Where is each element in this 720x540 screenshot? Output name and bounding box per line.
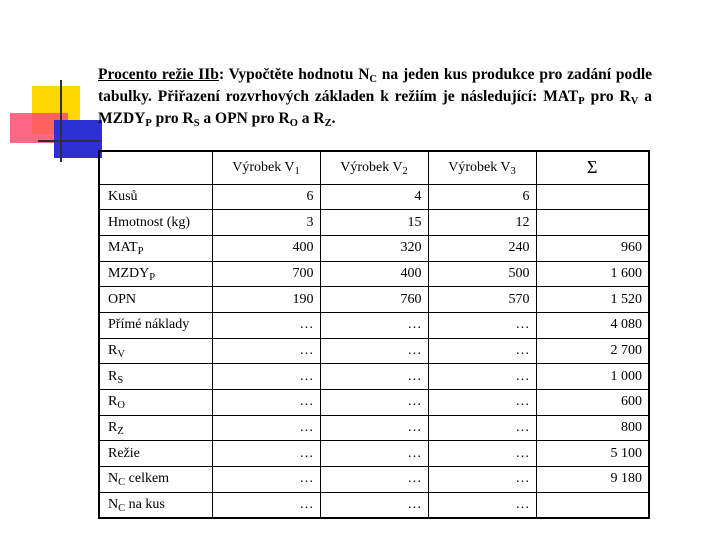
header-sub: 3 <box>510 165 516 177</box>
value-sum: 5 100 <box>536 441 649 467</box>
value-product-1: 3 <box>212 210 320 236</box>
value-product-3: 500 <box>428 261 536 287</box>
text-part: pro R <box>584 88 631 105</box>
value-product-1: 400 <box>212 235 320 261</box>
header-sum <box>536 151 649 184</box>
value-product-2: 760 <box>320 287 428 313</box>
row-label <box>99 210 212 236</box>
value-sum <box>536 184 649 210</box>
value-sum: 800 <box>536 415 649 441</box>
table-row <box>99 287 649 313</box>
row-label-text: R <box>108 394 118 410</box>
row-label <box>99 235 212 261</box>
header-product-3 <box>428 151 536 184</box>
assignment-text <box>98 64 652 130</box>
decor-vertical-line <box>60 80 62 162</box>
value-product-3: 240 <box>428 235 536 261</box>
table-row <box>99 210 649 236</box>
row-label <box>99 184 212 210</box>
text-part: . <box>331 110 336 127</box>
value-product-2: … <box>320 441 428 467</box>
row-label <box>99 441 212 467</box>
row-label-sub: P <box>137 246 144 258</box>
table-row <box>99 261 649 287</box>
value-product-1: … <box>212 312 320 338</box>
table-row <box>99 184 649 210</box>
header-product-1 <box>212 151 320 184</box>
table-row <box>99 364 649 390</box>
text-part: na jeden kus produkce pro zadání podle tabulky. Přiřazení rozvrhových základen k režiím je následující: MAT <box>98 66 653 105</box>
value-sum <box>536 492 649 518</box>
value-product-2: … <box>320 312 428 338</box>
row-label-text: Režie <box>108 445 140 461</box>
value-product-2: 15 <box>320 210 428 236</box>
header-product-2 <box>320 151 428 184</box>
value-product-2: 4 <box>320 184 428 210</box>
row-label-text: Hmotnost (kg) <box>108 214 191 230</box>
value-product-2: 320 <box>320 235 428 261</box>
row-label-text: R <box>108 368 118 384</box>
table-row <box>99 415 649 441</box>
row-label <box>99 390 212 416</box>
value-product-3: … <box>428 441 536 467</box>
table-header-row <box>99 151 649 184</box>
row-label-sub: P <box>149 271 156 283</box>
value-product-2: … <box>320 415 428 441</box>
header-sub: 2 <box>402 165 408 177</box>
value-product-2: … <box>320 467 428 493</box>
row-label-text: MAT <box>108 240 138 256</box>
value-product-1: … <box>212 390 320 416</box>
text-sub: V <box>630 96 639 107</box>
text-part: a R <box>297 110 325 127</box>
table-row <box>99 441 649 467</box>
text-sub: O <box>289 118 298 129</box>
value-product-2: … <box>320 390 428 416</box>
row-label-sub: C <box>118 502 126 514</box>
row-label-text: Přímé náklady <box>108 317 190 333</box>
table-row <box>99 390 649 416</box>
value-product-1: … <box>212 415 320 441</box>
row-label-text: R <box>108 342 118 358</box>
text-sub: Z <box>324 118 332 129</box>
value-product-3: … <box>428 312 536 338</box>
value-product-1: 6 <box>212 184 320 210</box>
value-product-1: … <box>212 441 320 467</box>
value-sum: 1 000 <box>536 364 649 390</box>
table-row <box>99 492 649 518</box>
value-sum: 9 180 <box>536 467 649 493</box>
header-text: Výrobek V <box>232 159 295 175</box>
cost-table <box>98 150 650 519</box>
text-part: a MZDY <box>98 88 653 127</box>
value-product-2: … <box>320 364 428 390</box>
text-sub: C <box>369 74 377 85</box>
row-label-sub: Z <box>117 426 124 438</box>
sigma-symbol: Σ <box>587 157 598 178</box>
table-row <box>99 312 649 338</box>
value-sum: 960 <box>536 235 649 261</box>
table-row <box>99 235 649 261</box>
decor-horizontal-line <box>38 140 100 142</box>
value-sum <box>536 210 649 236</box>
row-label-text: Kusů <box>108 188 138 204</box>
row-label-suffix: na kus <box>125 496 165 512</box>
value-product-3: … <box>428 338 536 364</box>
value-product-3: … <box>428 492 536 518</box>
value-sum: 1 600 <box>536 261 649 287</box>
value-product-3: … <box>428 467 536 493</box>
header-empty-cell <box>99 151 212 184</box>
text-part: : Vypočtěte hodnotu N <box>218 66 370 83</box>
value-product-2: … <box>320 338 428 364</box>
assignment-title: Procento režie IIb <box>98 66 219 83</box>
row-label-suffix: celkem <box>125 471 170 487</box>
value-product-3: 570 <box>428 287 536 313</box>
value-sum: 4 080 <box>536 312 649 338</box>
text-sub: P <box>145 118 152 129</box>
row-label <box>99 261 212 287</box>
row-label <box>99 467 212 493</box>
text-sub: S <box>193 118 200 129</box>
value-product-2: … <box>320 492 428 518</box>
value-product-3: … <box>428 364 536 390</box>
text-sub: P <box>578 96 585 107</box>
row-label-sub: V <box>117 348 125 360</box>
value-product-1: … <box>212 492 320 518</box>
row-label-sub: O <box>117 400 125 412</box>
row-label-sub: S <box>117 374 124 386</box>
row-label <box>99 492 212 518</box>
value-product-3: … <box>428 390 536 416</box>
row-label <box>99 312 212 338</box>
value-product-1: … <box>212 364 320 390</box>
row-label-text: R <box>108 420 118 436</box>
header-text: Výrobek V <box>448 159 511 175</box>
value-product-1: 700 <box>212 261 320 287</box>
row-label <box>99 287 212 313</box>
row-label <box>99 415 212 441</box>
text-part: a OPN pro R <box>199 110 290 127</box>
value-product-1: … <box>212 467 320 493</box>
value-product-1: 190 <box>212 287 320 313</box>
value-product-2: 400 <box>320 261 428 287</box>
row-label-text: N <box>108 496 119 512</box>
row-label <box>99 364 212 390</box>
row-label-text: MZDY <box>108 265 150 281</box>
row-label <box>99 338 212 364</box>
row-label-text: OPN <box>108 291 137 307</box>
text-part: pro R <box>151 110 194 127</box>
row-label-text: N <box>108 471 119 487</box>
header-sub: 1 <box>294 165 300 177</box>
value-product-1: … <box>212 338 320 364</box>
value-product-3: 6 <box>428 184 536 210</box>
value-product-3: … <box>428 415 536 441</box>
value-sum: 1 520 <box>536 287 649 313</box>
value-product-3: 12 <box>428 210 536 236</box>
value-sum: 2 700 <box>536 338 649 364</box>
value-sum: 600 <box>536 390 649 416</box>
row-label-sub: C <box>118 477 126 489</box>
table-row <box>99 338 649 364</box>
header-text: Výrobek V <box>340 159 403 175</box>
table-row <box>99 467 649 493</box>
